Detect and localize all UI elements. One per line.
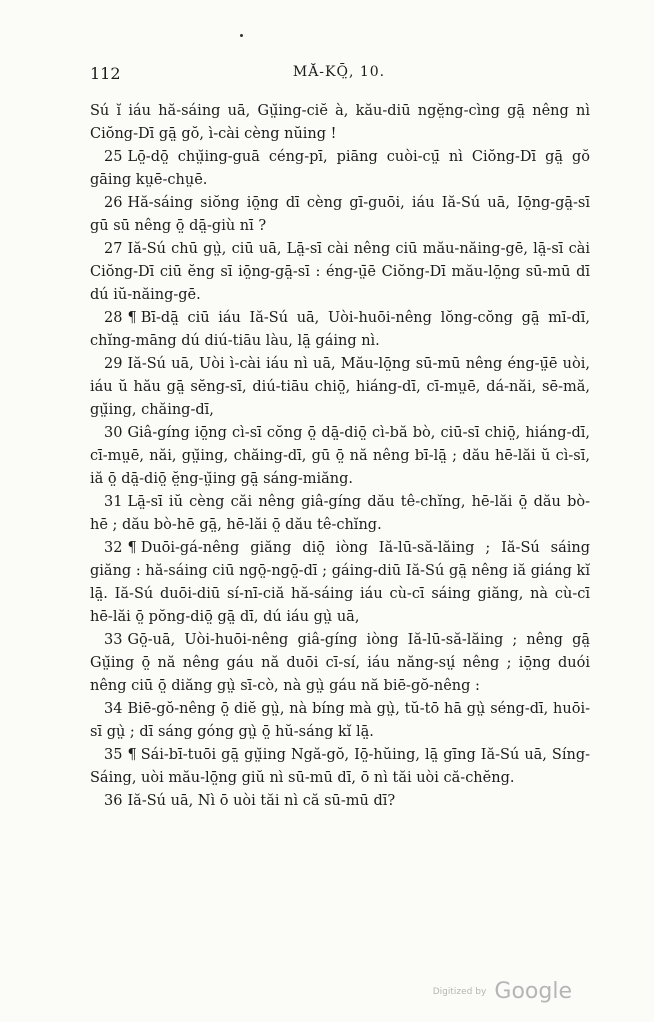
verse-text: Iă-Sú chū gṳ̀, ciū uā, Lā̤-sī cài nêng ciū mău-năing-gē, lā̤-sī cài Ciŏng-Dī ciū ĕng sī iō̤ng-gā̤-sī : éng-ṳ̄ē Ciŏng-Dī mău-lō̤ng sū-mū dī dú iŭ-năing-gē.	[90, 241, 590, 303]
verse-text: Sú ĭ iáu hă-sáing uā, Gṳ̆ing-ciĕ à, kău-diū ngĕ̤ng-cìng gā̤ nêng nì Ciŏng-Dī gā̤ gŏ, ì-cài cèng nŭing !	[90, 103, 590, 142]
verse-text: Gō̤-uā, Uòi-huōi-nêng giâ-gíng iòng Iă-lū-să-lăing ; nêng gā̤ Gṳ̆ing ō̤ nă nêng gáu nă duōi cī-sí, iáu năng-sṳ́ nêng ; iō̤ng duói nêng ciū ō̤ diăng gṳ̀ sī-cò, nà gṳ̀ gáu nă biē-gŏ-nêng :	[90, 632, 590, 694]
google-logo: Google	[494, 979, 572, 1004]
chapter-text	[90, 100, 590, 813]
page-header	[90, 60, 588, 88]
verse-paragraph	[90, 100, 590, 146]
verse-paragraph	[90, 790, 590, 813]
verse-number: 36	[104, 793, 123, 809]
verse-paragraph	[90, 146, 590, 192]
verse-number: 27	[104, 241, 123, 257]
verse-number: 31	[104, 494, 123, 510]
verse-number: 25	[104, 149, 123, 165]
verse-paragraph	[90, 422, 590, 491]
verse-paragraph	[90, 629, 590, 698]
digitized-watermark	[433, 979, 572, 1004]
verse-text: Bī-dā̤ ciū iáu Iă-Sú uā, Uòi-huōi-nêng lŏng-cŏng gā̤ mī-dī, chĭng-māng dú diú-tiāu làu, lā̤ gáing nì.	[90, 310, 590, 349]
verse-paragraph	[90, 491, 590, 537]
verse-number: 33	[104, 632, 123, 648]
verse-paragraph	[90, 744, 590, 790]
pilcrow-mark: ¶	[127, 540, 137, 556]
digitized-label: Digitized by	[432, 986, 487, 997]
verse-text: Iă-Sú uā, Nì ō uòi tăi nì că sū-mū dī?	[127, 793, 396, 809]
verse-number: 34	[104, 701, 123, 717]
verse-text: Duōi-gá-nêng giăng diō̤ iòng Iă-lū-să-lăing ; Iă-Sú sáing giăng : hă-sáing ciū ngō̤-ngō̤-dī ; gáing-diū Iă-Sú gā̤ nêng iă giáng kĭ lā̤. Iă-Sú duōi-diū sí-nī-ciă hă-sáing iáu cù-cī sáing giăng, nà cù-cī hē-lăi ō̤ pŏng-diō̤ gā̤ dī, dú iáu gṳ̀ uā,	[90, 540, 590, 625]
verse-paragraph	[90, 192, 590, 238]
verse-text: Sái-bī-tuōi gā̤ gṳ̆ing Ngă-gŏ, Iō̤-hŭing, lā̤ gīng Iă-Sú uā, Síng-Sáing, uòi mău-lō̤ng giŭ nì sū-mū dī, ō nì tăi uòi că-chĕng.	[90, 747, 590, 786]
pilcrow-mark: ¶	[127, 310, 137, 326]
verse-text: Hă-sáing siŏng iō̤ng dī cèng gī-guōi, iáu Iă-Sú uā, Iō̤ng-gā̤-sī gū sū nêng ō̤ dā̤-giù nī ?	[90, 195, 590, 234]
pilcrow-mark: ¶	[127, 747, 137, 763]
verse-number: 35	[104, 747, 123, 763]
verse-text: Giâ-gíng iō̤ng cì-sī cŏng ō̤ dā̤-diō̤ cì-bă bò, ciū-sī chiō̤, hiáng-dī, cī-mṳē, năi, gṳ̆ing, chăing-dī, gū ō̤ nă nêng bī-lā̤ ; dău hē-lăi ŭ cì-sī, iă ō̤ dā̤-diō̤ ĕ̤ng-ṳ̆ing gā̤ sáng-miăng.	[90, 425, 590, 487]
verse-number: 26	[104, 195, 123, 211]
verse-text: Biē-gŏ-nêng ō̤ diĕ gṳ̀, nà bíng mà gṳ̀, tŭ-tō hā gṳ̀ séng-dī, huōi-sī gṳ̀ ; dī sáng góng gṳ̀ ō̤ hŭ-sáng kĭ lā̤.	[90, 701, 590, 740]
verse-text: Iă-Sú uā, Uòi ì-cài iáu nì uā, Mău-lō̤ng sū-mū nêng éng-ṳ̄ē uòi, iáu ŭ hău gā̤ sĕng-sī, diú-tiāu chiō̤, hiáng-dī, cī-mṳē, dá-năi, sē-mă, gṳ̆ing, chăing-dī,	[90, 356, 590, 418]
page-number: 112	[90, 64, 121, 83]
verse-paragraph	[90, 238, 590, 307]
running-head: MĂ-KŌ̤, 10.	[292, 64, 386, 80]
verse-text: Lā̤-sī iŭ cèng căi nêng giâ-gíng dău tê-chĭng, hē-lăi ō̤ dău bò-hē ; dău bò-hē gā̤, hē-lăi ō̤ dău tê-chĭng.	[90, 494, 590, 533]
verse-number: 28	[104, 310, 123, 326]
verse-number: 29	[104, 356, 123, 372]
verse-paragraph	[90, 698, 590, 744]
verse-paragraph	[90, 307, 590, 353]
verse-paragraph	[90, 353, 590, 422]
verse-text: Lō̤-dō̤ chṳ̆ing-guā céng-pī, piāng cuòi-cṳ̄ nì Ciŏng-Dī gā̤ gŏ gāing kṳē-chṳē.	[90, 149, 590, 188]
verse-number: 30	[104, 425, 123, 441]
ink-dot	[240, 34, 243, 37]
verse-paragraph	[90, 537, 590, 629]
verse-number: 32	[104, 540, 123, 556]
